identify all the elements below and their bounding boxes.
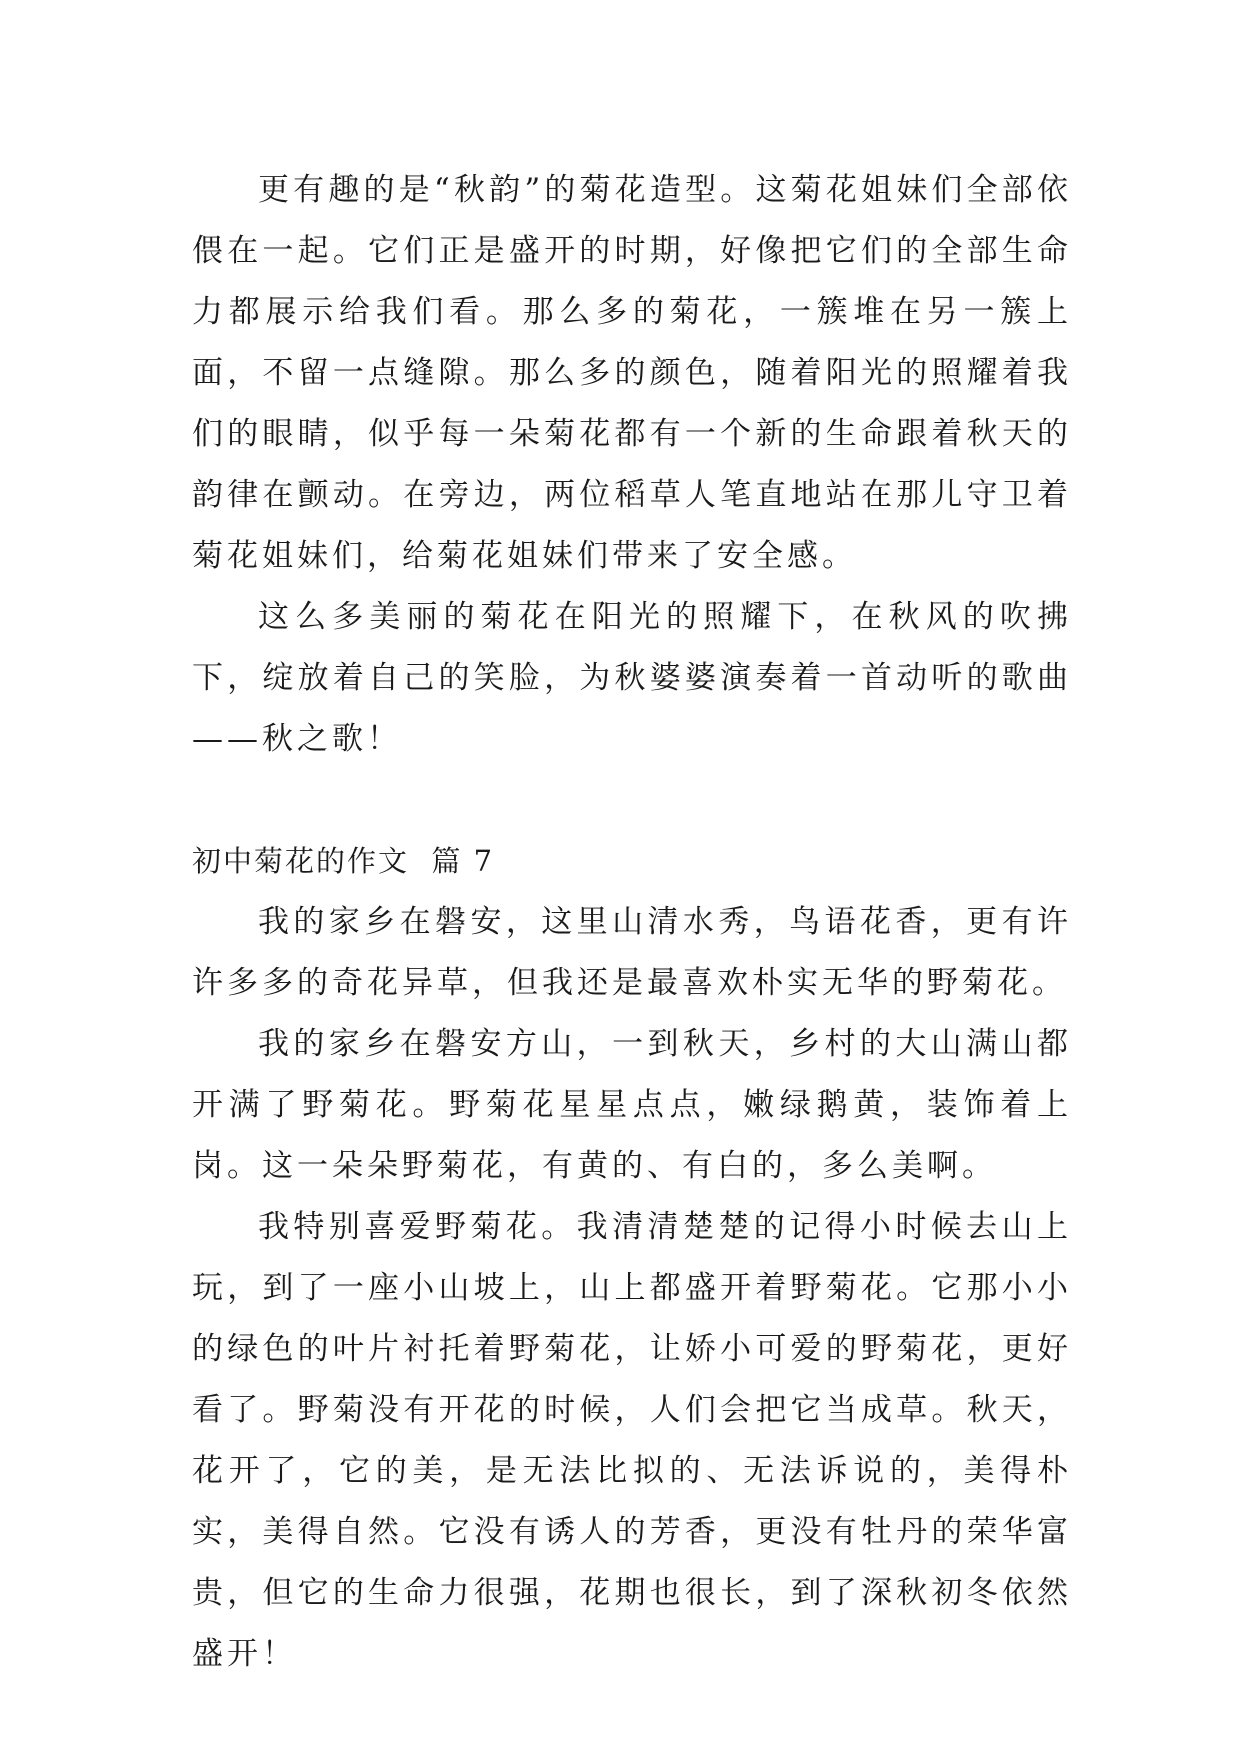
paragraph-hometown-panan: 我的家乡在磐安，这里山清水秀，鸟语花香，更有许许多多的奇花异草，但我还是最喜欢朴实无华的野菊花。 [192, 904, 1072, 1001]
essay-body [192, 160, 1072, 1685]
paragraph-song-of-autumn: 这么多美丽的菊花在阳光的照耀下，在秋风的吹拂下，绽放着自己的笑脸，为秋婆婆演奏着一首动听的歌曲——秋之歌！ [192, 599, 1072, 757]
paragraph-autumn-rhyme-chrysanthemum: 更有趣的是“秋韵”的菊花造型。这菊花姐妹们全部依偎在一起。它们正是盛开的时期，好像把它们的全部生命力都展示给我们看。那么多的菊花，一簇堆在另一簇上面，不留一点缝隙。那么多的颜色，随着阳光的照耀着我们的眼睛，似乎每一朵菊花都有一个新的生命跟着秋天的韵律在颤动。在旁边，两位稻草人笔直地站在那儿守卫着菊花姐妹们，给菊花姐妹们带来了安全感。 [192, 172, 1072, 574]
section-heading: 初中菊花的作文 篇 7 [192, 844, 495, 878]
paragraph-childhood-memory: 我特别喜爱野菊花。我清清楚楚的记得小时候去山上玩，到了一座小山坡上，山上都盛开着野菊花。它那小小的绿色的叶片衬托着野菊花，让娇小可爱的野菊花，更好看了。野菊没有开花的时候，人们会把它当成草。秋天，花开了，它的美，是无法比拟的、无法诉说的，美得朴实，美得自然。它没有诱人的芳香，更没有牡丹的荣华富贵，但它的生命力很强，花期也很长，到了深秋初冬依然盛开！ [192, 1209, 1072, 1672]
section-spacer [192, 770, 1072, 831]
paragraph-fangshan-wild-chrysanthemum: 我的家乡在磐安方山，一到秋天，乡村的大山满山都开满了野菊花。野菊花星星点点，嫩绿鹅黄，装饰着上岗。这一朵朵野菊花，有黄的、有白的，多么美啊。 [192, 1026, 1072, 1184]
